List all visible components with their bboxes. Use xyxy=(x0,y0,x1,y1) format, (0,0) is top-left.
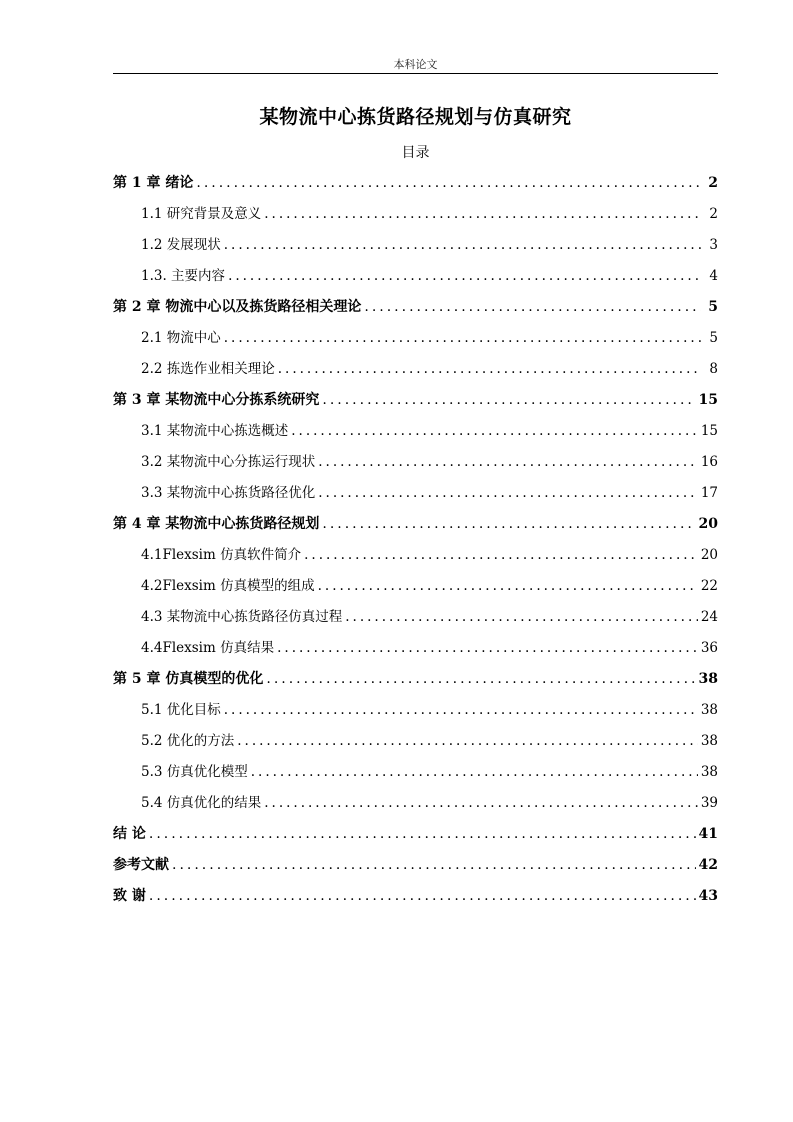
toc-heading: 目录 xyxy=(401,145,430,161)
page-header: 本科论文 xyxy=(393,58,438,71)
toc-entry-label: 4.2Flexsim 仿真模型的组成 xyxy=(141,578,315,594)
toc-dot-leader xyxy=(322,385,695,416)
toc-entry-label: 第 1 章 绪论 xyxy=(113,175,194,191)
toc-entry-label: 5.3 仿真优化模型 xyxy=(141,764,248,780)
toc-page-number: 5 xyxy=(708,299,718,315)
toc-entry-label: 2.2 拣选作业相关理论 xyxy=(141,361,275,377)
toc-page-number: 17 xyxy=(700,485,718,501)
toc-dot-leader xyxy=(291,416,698,447)
toc-page-number: 42 xyxy=(698,857,718,873)
toc-entry-label: 4.3 某物流中心拣货路径仿真过程 xyxy=(141,609,343,625)
toc-section-entry[interactable] xyxy=(113,478,718,509)
document-title: 某物流中心拣货路径规划与仿真研究 xyxy=(259,106,572,128)
header-rule xyxy=(113,73,718,74)
toc-section-entry[interactable] xyxy=(113,633,718,664)
toc-entry-label: 2.1 物流中心 xyxy=(141,330,221,346)
toc-section-entry[interactable] xyxy=(113,323,718,354)
toc-page-number: 16 xyxy=(700,454,718,470)
toc-entry-label: 5.2 优化的方法 xyxy=(141,733,235,749)
toc-entry-label: 4.1Flexsim 仿真软件简介 xyxy=(141,547,302,563)
toc-dot-leader xyxy=(345,602,698,633)
toc-dot-leader xyxy=(149,881,696,912)
toc-dot-leader xyxy=(149,819,696,850)
toc-page-number: 20 xyxy=(698,516,718,532)
toc-section-entry[interactable] xyxy=(113,230,718,261)
toc-dot-leader xyxy=(224,230,701,261)
toc-entry-label: 3.2 某物流中心分拣运行现状 xyxy=(141,454,316,470)
toc-page-number: 38 xyxy=(698,671,718,687)
toc-page-number: 24 xyxy=(700,609,718,625)
toc-section-entry[interactable] xyxy=(113,261,718,292)
toc-chapter-entry[interactable] xyxy=(113,292,718,323)
toc-dot-leader xyxy=(224,323,701,354)
toc-page-number: 43 xyxy=(698,888,718,904)
toc-dot-leader xyxy=(196,168,701,199)
toc-section-entry[interactable] xyxy=(113,571,718,602)
toc-dot-leader xyxy=(172,850,696,881)
toc-dot-leader xyxy=(318,447,698,478)
toc-dot-leader xyxy=(264,788,698,819)
toc-page-number: 36 xyxy=(700,640,718,656)
toc-dot-leader xyxy=(304,540,698,571)
toc-entry-label: 3.1 某物流中心拣选概述 xyxy=(141,423,289,439)
toc-entry-label: 3.3 某物流中心拣货路径优化 xyxy=(141,485,316,501)
toc-dot-leader xyxy=(251,757,698,788)
toc-entry-label: 第 5 章 仿真模型的优化 xyxy=(113,671,264,687)
toc-page-number: 41 xyxy=(698,826,718,842)
toc-entry-label: 1.2 发展现状 xyxy=(141,237,221,253)
toc-section-entry[interactable] xyxy=(113,757,718,788)
toc-chapter-entry[interactable] xyxy=(113,509,718,540)
toc-entry-label: 第 4 章 某物流中心拣货路径规划 xyxy=(113,516,320,532)
toc-page-number: 2 xyxy=(708,175,718,191)
toc-page-number: 39 xyxy=(700,795,718,811)
toc-page-number: 38 xyxy=(700,702,718,718)
toc-section-entry[interactable] xyxy=(113,695,718,726)
toc-section-entry[interactable] xyxy=(113,788,718,819)
toc-page-number: 8 xyxy=(709,361,718,377)
toc-dot-leader xyxy=(318,571,698,602)
toc-page-number: 4 xyxy=(709,268,718,284)
toc-entry-label: 4.4Flexsim 仿真结果 xyxy=(141,640,275,656)
toc-chapter-entry[interactable] xyxy=(113,819,718,850)
toc-dot-leader xyxy=(277,633,698,664)
toc-dot-leader xyxy=(237,726,698,757)
toc-page-number: 15 xyxy=(700,423,718,439)
toc-chapter-entry[interactable] xyxy=(113,664,718,695)
toc-entry-label: 5.1 优化目标 xyxy=(141,702,221,718)
toc-entry-label: 5.4 仿真优化的结果 xyxy=(141,795,262,811)
toc-section-entry[interactable] xyxy=(113,726,718,757)
toc-entry-label: 1.3. 主要内容 xyxy=(141,268,226,284)
toc-dot-leader xyxy=(322,509,695,540)
toc-dot-leader xyxy=(318,478,698,509)
toc-section-entry[interactable] xyxy=(113,447,718,478)
toc-dot-leader xyxy=(264,199,701,230)
toc-page-number: 20 xyxy=(700,547,718,563)
toc-page-number: 22 xyxy=(700,578,718,594)
toc-entry-label: 致 谢 xyxy=(113,888,146,904)
toc-dot-leader xyxy=(266,664,695,695)
toc-page-number: 2 xyxy=(709,206,718,222)
toc-chapter-entry[interactable] xyxy=(113,881,718,912)
toc-dot-leader xyxy=(364,292,701,323)
toc-section-entry[interactable] xyxy=(113,199,718,230)
toc-page-number: 38 xyxy=(700,733,718,749)
toc-entry-label: 1.1 研究背景及意义 xyxy=(141,206,262,222)
toc-entry-label: 结 论 xyxy=(113,826,146,842)
toc-section-entry[interactable] xyxy=(113,354,718,385)
toc-section-entry[interactable] xyxy=(113,540,718,571)
toc-section-entry[interactable] xyxy=(113,416,718,447)
toc-entry-label: 第 3 章 某物流中心分拣系统研究 xyxy=(113,392,320,408)
toc-chapter-entry[interactable] xyxy=(113,385,718,416)
toc-section-entry[interactable] xyxy=(113,602,718,633)
toc-chapter-entry[interactable] xyxy=(113,850,718,881)
toc-entry-label: 参考文献 xyxy=(113,857,169,873)
toc-dot-leader xyxy=(228,261,701,292)
toc-page-number: 38 xyxy=(700,764,718,780)
toc-page-number: 3 xyxy=(709,237,718,253)
toc-entry-label: 第 2 章 物流中心以及拣货路径相关理论 xyxy=(113,299,362,315)
toc-chapter-entry[interactable] xyxy=(113,168,718,199)
table-of-contents xyxy=(113,168,718,912)
toc-page-number: 15 xyxy=(698,392,718,408)
toc-page-number: 5 xyxy=(709,330,718,346)
toc-dot-leader xyxy=(278,354,701,385)
toc-dot-leader xyxy=(224,695,698,726)
